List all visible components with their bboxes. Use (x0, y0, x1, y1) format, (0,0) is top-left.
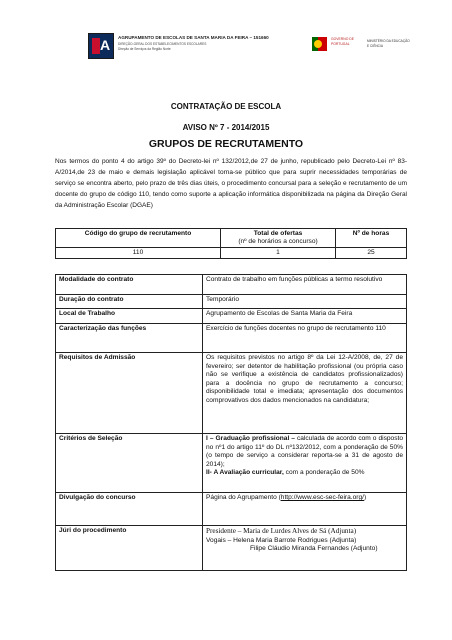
caracterizacao-label: Caracterização das funções (56, 324, 203, 353)
juri-vogal-1: Vogais – Helena Maria Barrote Rodrigues (Adjunta) (206, 536, 357, 544)
aviso-number: AVISO Nº 7 - 2014/2015 (182, 123, 270, 132)
duracao-label: Duração do contrato (56, 295, 203, 309)
table-row (56, 324, 407, 353)
divulgacao-end: ) (363, 494, 367, 501)
page-header (80, 30, 410, 62)
requisitos-label: Requisitos de Admissão (56, 353, 203, 434)
school-name: AGRUPAMENTO DE ESCOLAS DE SANTA MARIA DA FEIRA – 151660 (118, 35, 269, 40)
local-label: Local de Trabalho (56, 309, 203, 324)
modalidade-value: Contrato de trabalho em funções públicas a termo resolutivo (203, 275, 407, 295)
table-row (56, 248, 407, 259)
table-header-row (56, 229, 407, 248)
table-row (56, 526, 407, 571)
juri-value (203, 526, 407, 571)
col-header-hours: Nº de horas (336, 229, 407, 248)
ministry-line-2: E CIÊNCIA (367, 44, 383, 48)
recruitment-codes-table (55, 228, 407, 259)
school-website-link[interactable]: http://www.esc-sec-feira.org/ (280, 494, 364, 501)
col-header-offers-line-1: Total de ofertas (253, 230, 303, 237)
gov-line-2: PORTUGAL (331, 42, 350, 46)
criterio-1-title: I – Graduação profissional – (206, 435, 295, 442)
gov-line-1: GOVERNO DE (331, 37, 354, 41)
ministry-line-1: MINISTÉRIO DA EDUCAÇÃO (367, 39, 410, 43)
document-title: CONTRATAÇÃO DE ESCOLA (170, 102, 282, 111)
table-row (56, 493, 407, 526)
divulgacao-text: Página do Agrupamento ( (206, 494, 281, 501)
duracao-value: Temporário (203, 295, 407, 309)
criterio-2-title: II- A Avaliação curricular, (206, 469, 284, 477)
modalidade-label: Modalidade do contrato (56, 275, 203, 295)
criterio-2-text: com a ponderação de 50% (283, 469, 365, 477)
table-row (56, 295, 407, 309)
table-row (56, 353, 407, 434)
juri-label: Júri do procedimento (56, 526, 203, 571)
col-header-offers-line-2: (nº de horários a concurso) (238, 238, 318, 245)
table-row (56, 434, 407, 493)
school-logo: A (88, 33, 114, 59)
divulgacao-value (203, 493, 407, 526)
requisitos-value: Os requisitos previstos no artigo 8º da Lei 12-A/2008, de, 27 de fevereiro; ser detentor de habilitação profissional (ou própria caso não se verifique a existência de candidatos profissionalizados) para a docência no grupo de recrutamento a concurso; disponibilidade total e imediata; apresentação dos documentos comprovativos dos dados mencionados na candidatura; (203, 353, 407, 434)
col-header-code: Código do grupo de recrutamento (56, 229, 221, 248)
criterio-1-text: calculada de acordo com o disposto no nº1 do artigo 11º do DL nº132/2012, com a ponderação de 50% (o tempo de serviço a considerar reporta-se a 31 de agosto de 2014); (206, 435, 404, 468)
header-sub-line-1: DIREÇÃO-GERAL DOS ESTABELECIMENTOS ESCOLARES (118, 42, 207, 46)
cell-code: 110 (56, 248, 221, 259)
criterios-label: Critérios de Seleção (56, 434, 203, 493)
cell-offers: 1 (221, 248, 336, 259)
divulgacao-label: Divulgação do concurso (56, 493, 203, 526)
criterios-value (203, 434, 407, 493)
col-header-offers (221, 229, 336, 248)
intro-paragraph: Nos termos do ponto 4 do artigo 39º do Decreto-lei nº 132/2012,de 27 de junho, republicado pelo Decreto-Lei nº 83-A/2014,de 23 de maio e demais legislação aplicável torna-se público que para suprir necessidades temporárias de serviço se encontra aberto, pelo prazo de três dias úteis, o procedimento concursal para a seleção e recrutamento de um docente do grupo de código 110, tendo como suporte a aplicação informática disponibilizada na página da Direção Geral da Administração Escolar (DGAE) (55, 158, 407, 209)
caracterizacao-value: Exercício de funções docentes no grupo de recrutamento 110 (203, 324, 407, 353)
local-value: Agrupamento de Escolas de Santa Maria da Feira (203, 309, 407, 324)
table-row (56, 275, 407, 295)
contract-details-table (55, 274, 407, 571)
header-sub-line-2: Direção de Serviços da Região Norte (118, 47, 171, 51)
juri-president: Presidente – Maria de Lurdes Alves de Sá (Adjunta) (206, 527, 357, 535)
table-row (56, 309, 407, 324)
government-logo (312, 33, 410, 57)
cell-hours: 25 (336, 248, 407, 259)
document-subtitle: GRUPOS DE RECRUTAMENTO (148, 138, 304, 150)
juri-vogal-2: Filipe Cláudio Miranda Fernandes (Adjunto) (250, 545, 378, 553)
